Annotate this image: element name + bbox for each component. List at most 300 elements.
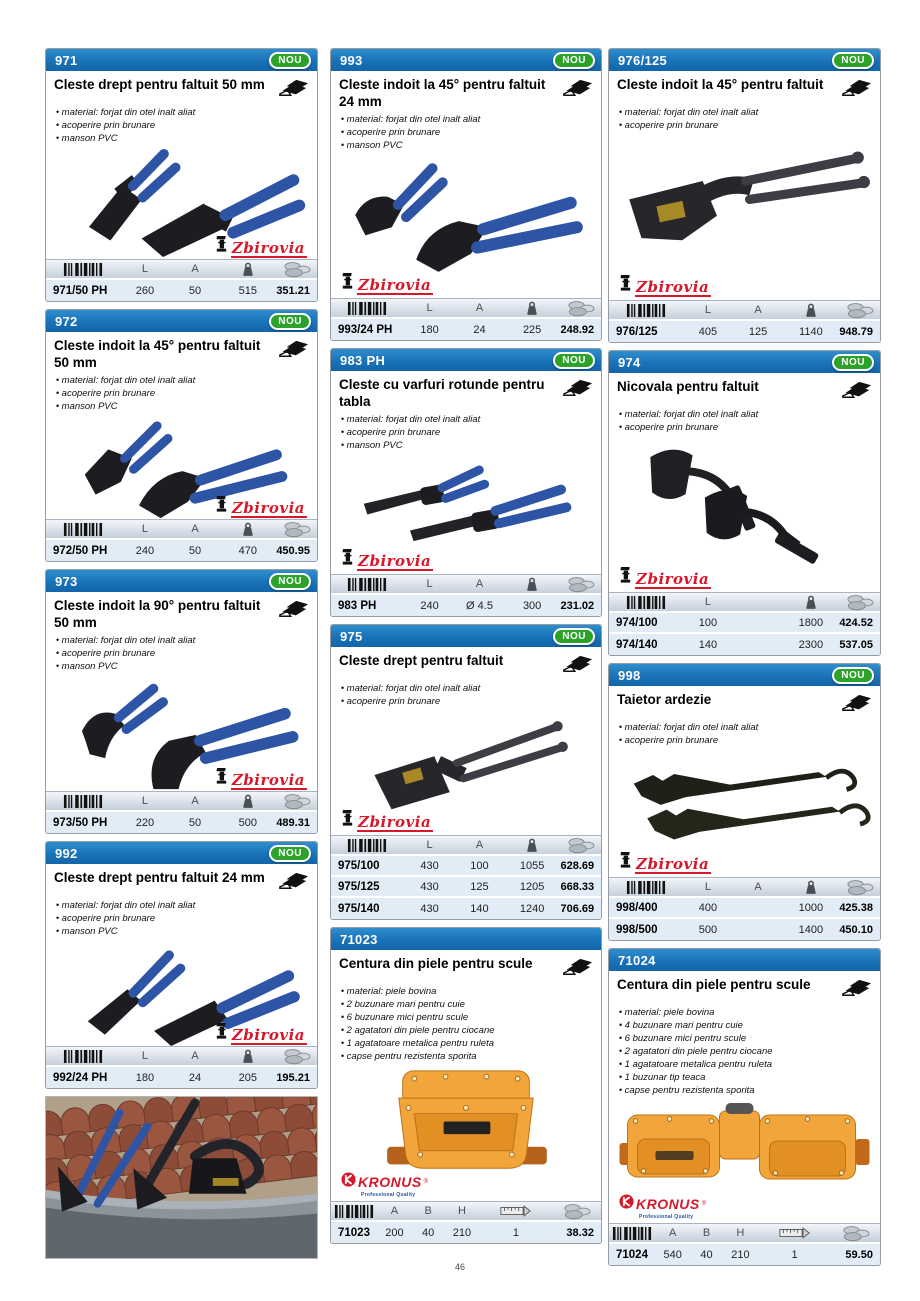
- sheet-metal-fold-icon: [278, 871, 309, 896]
- dimension-value: 1140: [799, 325, 823, 338]
- dimension-value: 400: [698, 901, 718, 914]
- article-code: 976/125: [616, 325, 658, 338]
- brand-logo-zbirovia: [619, 566, 711, 589]
- feature-item: • capse pentru rezistenta sporita: [619, 1084, 872, 1097]
- barcode-icon: [46, 263, 119, 276]
- feature-item: • manson PVC: [341, 139, 593, 152]
- product-card-974: [608, 350, 881, 656]
- price-value: 668.33: [560, 880, 595, 893]
- brand-logo-zbirovia: [215, 767, 307, 790]
- kronus-logo-text: KRONUS: [636, 1196, 700, 1212]
- product-title: Cleste drept pentru faltuit 50 mm: [54, 77, 265, 92]
- price-value: 489.31: [276, 816, 310, 829]
- product-title: Cleste cu varfuri rotunde pentru tabla: [339, 377, 545, 409]
- feature-item: • material: piele bovina: [619, 1006, 872, 1019]
- product-table: [609, 877, 880, 940]
- feature-item: • acoperire prin brunare: [56, 647, 309, 660]
- ruler-icon: [758, 1227, 831, 1239]
- brand-logo-zbirovia: [215, 1022, 307, 1045]
- brand-logo-zbirovia: [619, 274, 711, 297]
- product-code: 998: [618, 667, 641, 683]
- dimension-value: 140: [698, 638, 718, 651]
- article-code: 71024: [616, 1248, 648, 1261]
- dimension-value: 1205: [519, 880, 545, 893]
- feature-item: • material: forjat din otel inalt aliat: [56, 374, 309, 387]
- brand-logo-zbirovia: [215, 495, 307, 518]
- dimension-value: 40: [700, 1248, 713, 1261]
- nou-badge: NOU: [832, 354, 874, 371]
- product-code: 983 PH: [340, 352, 386, 368]
- card-header: [609, 949, 880, 971]
- product-image-seamer-45-small: [339, 154, 593, 274]
- product-table: [609, 592, 880, 655]
- feature-item: • 2 buzunare mari pentru cuie: [341, 998, 593, 1011]
- zbirovia-logo-text: Zbirovia: [231, 239, 305, 257]
- feature-list: [341, 682, 593, 708]
- nou-badge: NOU: [269, 573, 311, 590]
- sheet-metal-fold-icon: [841, 693, 872, 718]
- article-code: 975/125: [338, 880, 380, 893]
- feature-list: [341, 985, 593, 1063]
- product-table-header: [609, 593, 880, 613]
- product-table: [609, 300, 880, 342]
- feature-item: • manson PVC: [56, 925, 309, 938]
- dimension-value: 260: [135, 284, 155, 297]
- product-code: 992: [55, 845, 78, 861]
- sheet-metal-fold-icon: [841, 78, 872, 103]
- col-header-b: B: [424, 1205, 432, 1217]
- feature-item: • 1 buzunar tip teaca: [619, 1071, 872, 1084]
- feature-item: • acoperire prin brunare: [341, 695, 593, 708]
- table-row-983-ph: [331, 595, 601, 616]
- product-table-header: [46, 260, 317, 280]
- product-card-71024: [608, 948, 881, 1266]
- barcode-icon: [46, 523, 119, 536]
- feature-item: • manson PVC: [56, 400, 309, 413]
- dimension-value: 50: [188, 544, 202, 557]
- product-table: [331, 1201, 601, 1243]
- zbirovia-logo-icon: [215, 1022, 228, 1045]
- price-coins-icon: [839, 302, 880, 319]
- article-code: 998/400: [616, 901, 658, 914]
- dimension-value: 1: [791, 1248, 798, 1261]
- product-title: Cleste indoit la 90° pentru faltuit 50 mm: [54, 598, 261, 630]
- feature-item: • 2 agatatori din piele pentru ciocane: [341, 1024, 593, 1037]
- feature-list: [619, 721, 872, 747]
- product-table: [46, 259, 317, 301]
- article-code: 974/140: [616, 638, 658, 651]
- table-row-973-50-ph: [46, 812, 317, 833]
- sheet-metal-fold-icon: [562, 957, 593, 982]
- product-table-header: [331, 299, 601, 319]
- product-title: Cleste drept pentru faltuit 24 mm: [54, 870, 265, 885]
- table-row-975-100: [331, 856, 601, 877]
- col-header-a: A: [475, 302, 484, 314]
- feature-list: [56, 106, 309, 145]
- product-table: [331, 298, 601, 340]
- nou-badge: NOU: [269, 845, 311, 862]
- col-header-l: L: [141, 263, 148, 275]
- price-value: 450.95: [276, 544, 310, 557]
- zbirovia-logo-text: Zbirovia: [636, 278, 710, 296]
- price-coins-icon: [276, 261, 317, 278]
- product-table-header: [609, 1224, 880, 1244]
- zbirovia-logo-icon: [215, 235, 228, 258]
- feature-list: [619, 106, 872, 132]
- brand-logo-zbirovia: [341, 548, 433, 571]
- product-card-993: [330, 48, 602, 341]
- nou-badge: NOU: [553, 52, 595, 69]
- feature-list: [619, 1006, 872, 1097]
- price-coins-icon: [839, 879, 880, 896]
- article-code: 993/24 PH: [338, 323, 393, 336]
- price-value: 424.52: [839, 616, 873, 629]
- card-body: [331, 71, 601, 295]
- dimension-value: 24: [188, 1071, 202, 1084]
- price-coins-icon: [560, 300, 601, 317]
- product-table-header: [331, 575, 601, 595]
- weight-icon: [219, 522, 276, 537]
- zbirovia-logo-text: Zbirovia: [358, 813, 432, 831]
- product-table: [331, 835, 601, 919]
- card-header: [46, 842, 317, 864]
- sheet-metal-fold-icon: [841, 380, 872, 405]
- product-title: Centura din piele pentru scule: [339, 956, 533, 971]
- card-body: [609, 71, 880, 297]
- product-code: 975: [340, 628, 363, 644]
- product-table-header: [46, 1047, 317, 1067]
- card-body: [46, 864, 317, 1046]
- sheet-metal-fold-icon: [278, 339, 309, 364]
- table-row-998-500: [609, 919, 880, 940]
- product-title: Centura din piele pentru scule: [617, 977, 811, 992]
- table-row-972-50-ph: [46, 540, 317, 561]
- product-table: [46, 1046, 317, 1088]
- card-header: [46, 310, 317, 332]
- dimension-value: 1240: [519, 902, 545, 915]
- product-card-998: [608, 663, 881, 941]
- card-body: [609, 373, 880, 589]
- table-row-976-125: [609, 321, 880, 342]
- price-value: 38.32: [566, 1226, 594, 1239]
- table-row-971-50-ph: [46, 280, 317, 301]
- col-header-h: H: [736, 1227, 745, 1239]
- price-value: 231.02: [560, 599, 595, 612]
- feature-item: • manson PVC: [56, 660, 309, 673]
- price-value: 450.10: [839, 923, 873, 936]
- product-image-belt: [617, 1099, 872, 1199]
- article-code: 975/140: [338, 902, 380, 915]
- col-header-l: L: [426, 839, 433, 851]
- price-value: 425.38: [839, 901, 873, 914]
- barcode-icon: [331, 839, 404, 852]
- col-header-a: A: [191, 263, 199, 275]
- dimension-value: 430: [420, 880, 439, 893]
- col-header-l: L: [141, 1050, 148, 1062]
- feature-item: • 1 agatatoare metalica pentru ruleta: [619, 1058, 872, 1071]
- barcode-icon: [609, 881, 682, 894]
- card-body: [331, 371, 601, 571]
- dimension-value: 430: [420, 859, 439, 872]
- price-value: 59.50: [845, 1248, 873, 1261]
- dimension-value: 50: [188, 284, 202, 297]
- barcode-icon: [46, 1050, 119, 1063]
- barcode-icon: [331, 578, 404, 591]
- product-image-round-nose: [339, 454, 593, 550]
- zbirovia-logo-text: Zbirovia: [358, 276, 432, 294]
- feature-item: • manson PVC: [341, 439, 593, 452]
- product-title: Nicovala pentru faltuit: [617, 379, 759, 394]
- card-body: [46, 71, 317, 259]
- article-code: 983 PH: [338, 599, 377, 612]
- feature-item: • acoperire prin brunare: [56, 912, 309, 925]
- product-table-header: [331, 836, 601, 856]
- dimension-value: 240: [420, 599, 439, 612]
- product-title: Cleste indoit la 45° pentru faltuit 24 mm: [339, 77, 546, 109]
- table-row-998-400: [609, 898, 880, 919]
- article-code: 992/24 PH: [53, 1071, 108, 1084]
- registered-mark: ®: [423, 1179, 429, 1185]
- price-coins-icon: [839, 594, 880, 611]
- application-photo: [45, 1096, 318, 1259]
- product-card-976-125: [608, 48, 881, 343]
- weight-icon: [504, 577, 561, 592]
- brand-logo-zbirovia: [619, 851, 711, 874]
- product-table: [46, 791, 317, 833]
- registered-mark: ®: [701, 1201, 707, 1207]
- col-header-l: L: [426, 302, 433, 314]
- card-body: [331, 647, 601, 832]
- feature-list: [341, 413, 593, 452]
- product-code: 974: [618, 354, 641, 370]
- barcode-icon: [609, 596, 682, 609]
- dimension-value: Ø 4.5: [466, 599, 493, 612]
- card-header: [331, 349, 601, 371]
- feature-item: • acoperire prin brunare: [56, 119, 309, 132]
- zbirovia-logo-text: Zbirovia: [636, 570, 710, 588]
- dimension-value: 1400: [798, 923, 824, 936]
- nou-badge: NOU: [832, 52, 874, 69]
- product-table-header: [609, 878, 880, 898]
- col-header-l: L: [426, 578, 433, 590]
- zbirovia-logo-text: Zbirovia: [231, 771, 305, 789]
- product-card-975: [330, 624, 602, 920]
- zbirovia-logo-icon: [215, 767, 228, 790]
- sheet-metal-fold-icon: [278, 78, 309, 103]
- feature-item: • material: forjat din otel inalt aliat: [56, 106, 309, 119]
- dimension-value: 300: [522, 599, 542, 612]
- card-header: [609, 49, 880, 71]
- brand-logo-zbirovia: [341, 272, 433, 295]
- col-header-l: L: [141, 795, 148, 807]
- col-header-a: A: [191, 1050, 199, 1062]
- feature-list: [56, 899, 309, 938]
- sheet-metal-fold-icon: [562, 78, 593, 103]
- weight-icon: [504, 838, 561, 853]
- feature-item: • material: forjat din otel inalt aliat: [341, 682, 593, 695]
- article-code: 971/50 PH: [53, 284, 108, 297]
- price-coins-icon: [560, 576, 601, 593]
- article-code: 974/100: [616, 616, 658, 629]
- col-header-a: A: [475, 578, 484, 590]
- product-title: Cleste drept pentru faltuit: [339, 653, 504, 668]
- price-coins-icon: [276, 1048, 317, 1065]
- price-coins-icon: [560, 837, 601, 854]
- col-header-b: B: [702, 1227, 711, 1239]
- barcode-icon: [46, 795, 119, 808]
- feature-item: • acoperire prin brunare: [56, 387, 309, 400]
- price-coins-icon: [831, 1225, 880, 1242]
- price-coins-icon: [276, 521, 317, 538]
- dimension-value: 100: [470, 859, 489, 872]
- feature-list: [341, 113, 593, 152]
- feature-item: • 6 buzunare mici pentru scule: [341, 1011, 593, 1024]
- dimension-value: 210: [731, 1248, 750, 1261]
- table-row-71023: [331, 1222, 601, 1243]
- feature-item: • acoperire prin brunare: [341, 126, 593, 139]
- dimension-value: 1800: [798, 616, 824, 629]
- card-body: [609, 686, 880, 874]
- feature-item: • material: forjat din otel inalt aliat: [619, 106, 872, 119]
- col-header-a: A: [754, 881, 762, 893]
- zbirovia-logo-icon: [215, 495, 228, 518]
- feature-item: • 4 buzunare mari pentru cuie: [619, 1019, 872, 1032]
- product-table-header: [46, 792, 317, 812]
- kronus-logo-subtext: Professional Quality: [639, 1214, 694, 1220]
- dimension-value: 40: [422, 1226, 435, 1239]
- col-header-a: A: [390, 1205, 399, 1217]
- dimension-value: 180: [420, 323, 439, 336]
- nou-badge: NOU: [832, 667, 874, 684]
- price-value: 537.05: [839, 638, 873, 651]
- product-code: 993: [340, 52, 363, 68]
- weight-icon: [782, 303, 839, 318]
- card-body: [609, 971, 880, 1220]
- product-card-973: [45, 569, 318, 834]
- weight-icon: [219, 794, 276, 809]
- product-table-header: [331, 1202, 601, 1222]
- article-code: 975/100: [338, 859, 380, 872]
- card-header: [331, 49, 601, 71]
- product-image-slate: [617, 749, 872, 853]
- ruler-icon: [479, 1205, 552, 1217]
- catalog-column-2: [330, 48, 602, 1251]
- product-image-seamer-45: [54, 415, 309, 519]
- dimension-value: 225: [522, 323, 542, 336]
- zbirovia-logo-text: Zbirovia: [636, 855, 710, 873]
- col-header-l: L: [704, 304, 711, 316]
- article-code: 998/500: [616, 923, 658, 936]
- dimension-value: 24: [473, 323, 486, 336]
- dimension-value: 405: [698, 325, 718, 338]
- dimension-value: 50: [188, 816, 202, 829]
- dimension-value: 515: [238, 284, 258, 297]
- sheet-metal-fold-icon: [562, 378, 593, 403]
- sheet-metal-fold-icon: [278, 599, 309, 624]
- zbirovia-logo-text: Zbirovia: [358, 552, 432, 570]
- product-table-header: [609, 301, 880, 321]
- product-table: [609, 1223, 880, 1265]
- weight-icon: [219, 262, 276, 277]
- price-value: 248.92: [560, 323, 595, 336]
- product-image-pouch: [339, 1065, 593, 1177]
- price-coins-icon: [276, 793, 317, 810]
- product-image-seamer-straight: [54, 147, 309, 259]
- feature-item: • material: forjat din otel inalt aliat: [341, 413, 593, 426]
- weight-icon: [782, 595, 839, 610]
- table-row-974-140: [609, 634, 880, 655]
- zbirovia-logo-icon: [341, 272, 354, 295]
- kronus-logo-subtext: Professional Quality: [361, 1192, 416, 1198]
- weight-icon: [219, 1049, 276, 1064]
- product-code: 973: [55, 573, 78, 589]
- table-row-975-140: [331, 898, 601, 919]
- zbirovia-logo-text: Zbirovia: [231, 1026, 305, 1044]
- catalog-grid: [45, 48, 881, 1273]
- dimension-value: 540: [663, 1248, 682, 1261]
- barcode-icon: [331, 1205, 377, 1218]
- feature-list: [619, 408, 872, 434]
- feature-item: • material: forjat din otel inalt aliat: [341, 113, 593, 126]
- product-code: 976/125: [618, 52, 668, 68]
- article-code: 71023: [338, 1226, 370, 1239]
- zbirovia-logo-icon: [341, 809, 354, 832]
- dimension-value: 430: [420, 902, 439, 915]
- nou-badge: NOU: [553, 352, 595, 369]
- dimension-value: 180: [135, 1071, 155, 1084]
- col-header-h: H: [457, 1205, 466, 1217]
- product-title: Taietor ardezie: [617, 692, 712, 707]
- feature-list: [56, 634, 309, 673]
- product-image-seamer-90: [54, 675, 309, 791]
- product-image-seamer-45-long: [617, 134, 872, 276]
- card-body: [46, 592, 317, 791]
- dimension-value: 500: [698, 923, 718, 936]
- card-header: [331, 928, 601, 950]
- col-header-a: A: [754, 304, 762, 316]
- weight-icon: [782, 880, 839, 895]
- dimension-value: 210: [452, 1226, 472, 1239]
- catalog-column-1: [45, 48, 318, 1259]
- feature-item: • acoperire prin brunare: [619, 734, 872, 747]
- col-header-a: A: [475, 839, 484, 851]
- nou-badge: NOU: [553, 628, 595, 645]
- price-value: 351.21: [276, 284, 310, 297]
- feature-item: • material: piele bovina: [341, 985, 593, 998]
- product-title: Cleste indoit la 45° pentru faltuit: [617, 77, 824, 92]
- article-code: 973/50 PH: [53, 816, 108, 829]
- brand-logo-zbirovia: [215, 235, 307, 258]
- feature-item: • capse pentru rezistenta sporita: [341, 1050, 593, 1063]
- dimension-value: 1: [512, 1226, 519, 1239]
- card-header: [46, 570, 317, 592]
- product-table: [331, 574, 601, 616]
- card-header: [609, 664, 880, 686]
- dimension-value: 200: [385, 1226, 404, 1239]
- feature-item: • manson PVC: [56, 132, 309, 145]
- card-body: [331, 950, 601, 1198]
- dimension-value: 2300: [798, 638, 824, 651]
- feature-list: [56, 374, 309, 413]
- col-header-a: A: [191, 523, 199, 535]
- col-header-l: L: [704, 596, 711, 608]
- dimension-value: 100: [698, 616, 718, 629]
- product-code: 972: [55, 313, 78, 329]
- zbirovia-logo-icon: [619, 851, 632, 874]
- barcode-icon: [609, 1227, 655, 1240]
- table-row-992-24-ph: [46, 1067, 317, 1088]
- catalog-column-3: [608, 48, 881, 1273]
